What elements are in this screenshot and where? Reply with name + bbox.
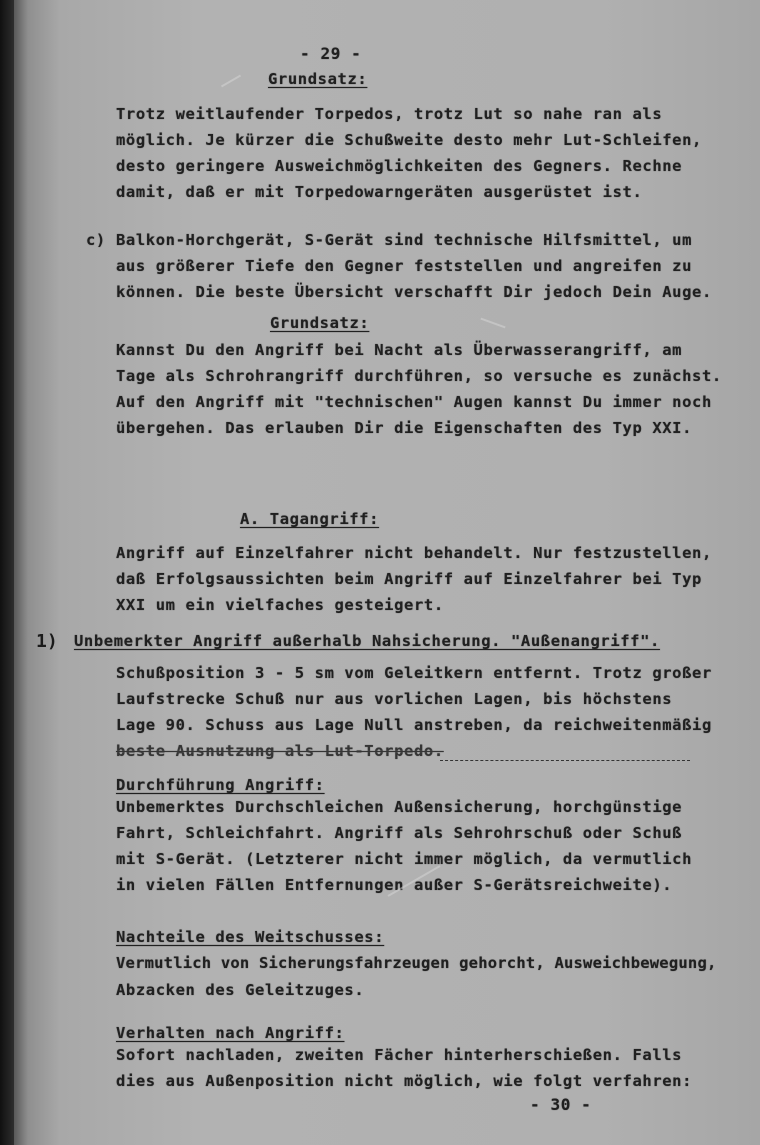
- text-line: in vielen Fällen Entfernungen außer S-Gerätsreichweite).: [116, 876, 673, 894]
- verhalten-heading: Verhalten nach Angriff:: [116, 1024, 345, 1042]
- text-line: Kannst Du den Angriff bei Nacht als Überwasserangriff, am: [116, 341, 683, 359]
- text-line: Angriff auf Einzelfahrer nicht behandelt. Nur festzustellen,: [116, 544, 712, 562]
- text-line: möglich. Je kürzer die Schußweite desto mehr Lut-Schleifen,: [116, 131, 702, 149]
- text-line: desto geringere Ausweichmöglichkeiten des Gegners. Rechne: [116, 157, 683, 175]
- text-line: Balkon-Horchgerät, S-Gerät sind technische Hilfsmittel, um: [116, 231, 693, 249]
- text-line: Lage 90. Schuss aus Lage Null anstreben, da reichweitenmäßig: [116, 716, 712, 734]
- grundsatz-heading-1: Grundsatz:: [268, 70, 368, 88]
- dashed-rule: [440, 760, 690, 761]
- text-line: Auf den Angriff mit "technischen" Augen kannst Du immer noch: [116, 393, 712, 411]
- item-1-heading: Unbemerkter Angriff außerhalb Nahsicherung. "Außenangriff".: [74, 632, 660, 650]
- text-line: dies aus Außenposition nicht möglich, wie folgt verfahren:: [116, 1072, 693, 1090]
- page-number-bottom: - 30 -: [530, 1095, 592, 1114]
- text-line: können. Die beste Übersicht verschafft Dir jedoch Dein Auge.: [116, 283, 712, 301]
- text-line: Abzacken des Geleitzuges.: [116, 981, 365, 999]
- text-line: übergehen. Das erlauben Dir die Eigenschaften des Typ XXI.: [116, 419, 693, 437]
- text-line: XXI um ein vielfaches gesteigert.: [116, 596, 444, 614]
- crossed-out-line: beste Ausnutzung als Lut-Torpedo.: [116, 742, 444, 760]
- text-line: Sofort nachladen, zweiten Fächer hinterherschießen. Falls: [116, 1046, 683, 1064]
- text-line: aus größerer Tiefe den Gegner feststellen und angreifen zu: [116, 257, 693, 275]
- text-line: Laufstrecke Schuß nur aus vorlichen Lagen, bis höchstens: [116, 690, 673, 708]
- text-line: Vermutlich von Sicherungsfahrzeugen gehorcht, Ausweichbewegung,: [116, 954, 717, 972]
- nachteile-heading: Nachteile des Weitschusses:: [116, 928, 385, 946]
- film-scratch: [221, 75, 241, 88]
- text-line: damit, daß er mit Torpedowarngeräten ausgerüstet ist.: [116, 183, 643, 201]
- page-number-top: - 29 -: [300, 44, 362, 63]
- item-c-marker: c): [86, 231, 106, 249]
- text-line: mit S-Gerät. (Letzterer nicht immer möglich, da vermutlich: [116, 850, 693, 868]
- film-edge: [0, 0, 14, 1145]
- text-line: Fahrt, Schleichfahrt. Angriff als Sehrohrschuß oder Schuß: [116, 824, 683, 842]
- text-line: Tage als Schrohrangriff durchführen, so versuche es zunächst.: [116, 367, 722, 385]
- film-scratch: [480, 318, 505, 329]
- text-line: Trotz weitlaufender Torpedos, trotz Lut so nahe ran als: [116, 105, 663, 123]
- text-line: Unbemerktes Durchschleichen Außensicherung, horchgünstige: [116, 798, 683, 816]
- durchfuehrung-heading: Durchführung Angriff:: [116, 776, 325, 794]
- text-line: Schußposition 3 - 5 sm vom Geleitkern entfernt. Trotz großer: [116, 664, 712, 682]
- item-1-marker: 1): [36, 631, 58, 652]
- tagangriff-heading: A. Tagangriff:: [240, 510, 380, 528]
- grundsatz-heading-2: Grundsatz:: [270, 314, 370, 332]
- text-line: daß Erfolgsaussichten beim Angriff auf Einzelfahrer bei Typ: [116, 570, 702, 588]
